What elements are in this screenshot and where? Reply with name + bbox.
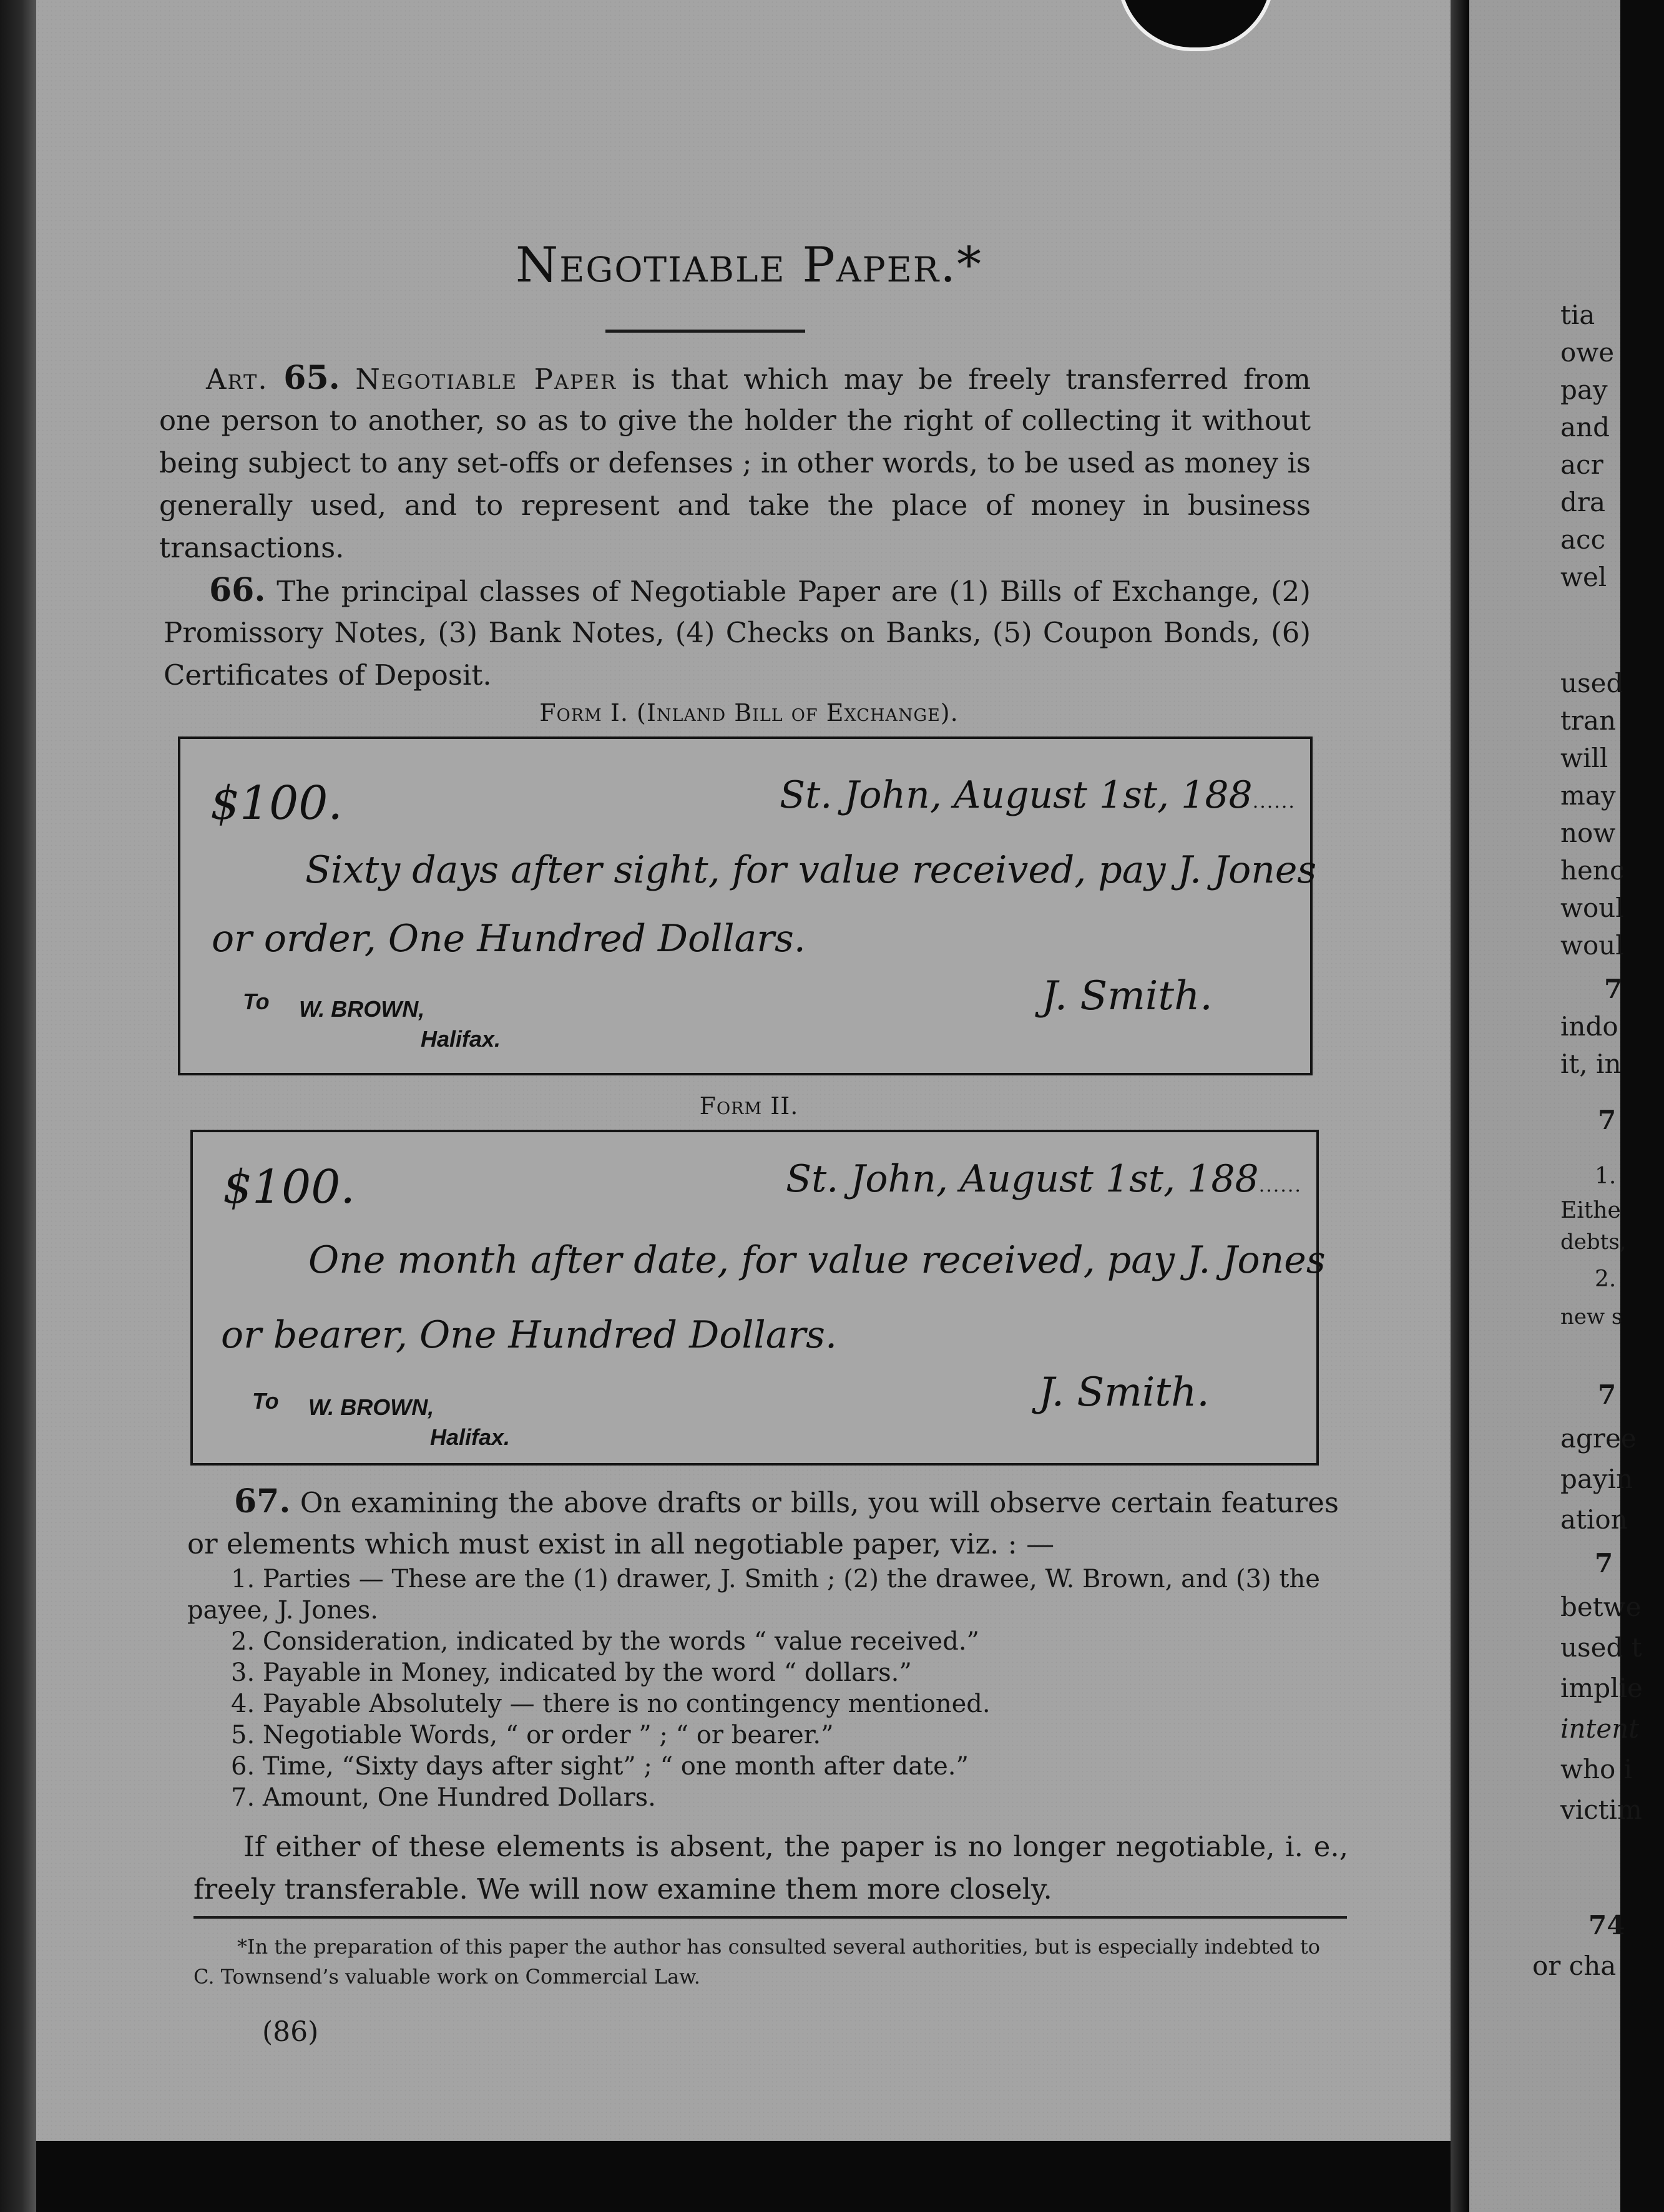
- right-fragment: indo: [1560, 1011, 1618, 1042]
- element-amount: 7. Amount, One Hundred Dollars.: [231, 1783, 656, 1812]
- right-fragment: who i: [1560, 1754, 1633, 1784]
- right-fragment: 7: [1598, 1379, 1617, 1410]
- right-fragment: 74: [1588, 1910, 1625, 1940]
- art65-line-2: one person to another, so as to give the holder the right of collecting it without: [159, 404, 1311, 437]
- element-consideration: 2. Consideration, indicated by the words “ value received.”: [231, 1627, 979, 1656]
- title-rule: [605, 330, 805, 333]
- page-title: Negotiable Paper.*: [515, 237, 982, 293]
- form2-line-2: or bearer, One Hundred Dollars.: [221, 1313, 838, 1357]
- right-fragment: 7: [1595, 1548, 1613, 1578]
- art65-line-5: transactions.: [159, 531, 345, 564]
- form1-place-date: St. John, August 1st, 188......: [780, 773, 1296, 817]
- form1-signature: J. Smith.: [1042, 973, 1213, 1019]
- right-fragment: 2.: [1595, 1266, 1617, 1292]
- element-payable-in-money: 3. Payable in Money, indicated by the word “ dollars.”: [231, 1658, 912, 1687]
- form1-line-2: or order, One Hundred Dollars.: [212, 917, 806, 961]
- art67-line-2: or elements which must exist in all negotiable paper, viz. : —: [187, 1527, 1055, 1560]
- art66-line-1: 66. The principal classes of Negotiable Paper are (1) Bills of Exchange, (2): [209, 571, 1311, 609]
- art67-line-1: 67. On examining the above drafts or bills, you will observe certain features: [234, 1482, 1339, 1520]
- right-fragment: implie: [1560, 1673, 1643, 1703]
- right-fragment: it, in: [1560, 1049, 1622, 1079]
- footnote-line-2: C. Townsend’s valuable work on Commercial Law.: [193, 1965, 700, 1989]
- right-fragment: debts,: [1560, 1230, 1627, 1255]
- right-fragment: used: [1560, 668, 1623, 698]
- right-fragment: 7: [1604, 974, 1623, 1004]
- right-fragment: intent: [1560, 1713, 1640, 1744]
- form2-amount: $100.: [223, 1160, 355, 1214]
- right-fragment: acr: [1560, 449, 1603, 480]
- art66-line-2: Promissory Notes, (3) Bank Notes, (4) Checks on Banks, (5) Coupon Bonds, (6): [164, 616, 1311, 649]
- right-fragment: used t: [1560, 1632, 1642, 1663]
- right-fragment: woul: [1560, 930, 1624, 961]
- form1-draft: [178, 737, 1317, 1075]
- footnote-line-1: *In the preparation of this paper the author has consulted several authorities, but is especially indebted to: [237, 1935, 1321, 1959]
- form2-draft: [190, 1130, 1326, 1466]
- form1-to-label: To: [243, 989, 270, 1014]
- right-fragment: or cha: [1532, 1950, 1617, 1981]
- art66-line-3: Certificates of Deposit.: [164, 658, 492, 692]
- form1-amount: $100.: [210, 776, 343, 830]
- right-fragment: ation: [1560, 1504, 1628, 1535]
- right-fragment: henc: [1560, 855, 1625, 886]
- right-fragment: tia: [1560, 300, 1595, 330]
- right-fragment: and: [1560, 412, 1610, 443]
- right-fragment: betwe: [1560, 1592, 1642, 1622]
- art67-closing-1: If either of these elements is absent, the paper is no longer negotiable, i. e.,: [243, 1830, 1348, 1863]
- right-fragment: new s: [1560, 1304, 1623, 1329]
- art65-line-1: Art. 65. Negotiable Paper is that which may be freely transferred from: [206, 359, 1311, 397]
- right-fragment: payin: [1560, 1464, 1633, 1494]
- page-number: (86): [262, 2016, 319, 2048]
- form1-city: Halifax.: [421, 1026, 501, 1052]
- right-fragment: will: [1560, 743, 1608, 773]
- art67-closing-2: freely transferable. We will now examine them more closely.: [193, 1872, 1052, 1906]
- form2-to-label: To: [252, 1388, 279, 1414]
- form2-line-1: One month after date, for value received, pay J. Jones: [308, 1238, 1326, 1282]
- form2-label: Form II.: [699, 1092, 799, 1120]
- footnote-rule: [193, 1916, 1347, 1919]
- right-fragment: pay: [1560, 374, 1608, 405]
- element-negotiable-words: 5. Negotiable Words, “ or order ” ; “ or bearer.”: [231, 1721, 834, 1750]
- form1-label: Form I. (Inland Bill of Exchange).: [539, 699, 959, 727]
- right-fragment: woul: [1560, 893, 1624, 923]
- right-fragment: owe: [1560, 337, 1615, 368]
- form2-drawee: W. BROWN,: [308, 1394, 434, 1420]
- element-payable-absolutely: 4. Payable Absolutely — there is no contingency mentioned.: [231, 1690, 991, 1718]
- element-time: 6. Time, “Sixty days after sight” ; “ one month after date.”: [231, 1752, 969, 1781]
- right-fragment: victim: [1560, 1794, 1642, 1825]
- element-parties: 1. Parties — These are the (1) drawer, J. Smith ; (2) the drawee, W. Brown, and (3) the: [231, 1565, 1320, 1593]
- art65-line-3: being subject to any set-offs or defenses ; in other words, to be used as money is: [159, 446, 1311, 479]
- form1-line-1: Sixty days after sight, for value received, pay J. Jones: [305, 848, 1317, 892]
- right-fragment: Eithe: [1560, 1198, 1621, 1223]
- art65-line-4: generally used, and to represent and take the place of money in business: [159, 489, 1311, 522]
- form2-city: Halifax.: [430, 1424, 511, 1450]
- gutter-shadow: [1451, 0, 1469, 2212]
- right-fragment: acc: [1560, 524, 1606, 555]
- right-fragment: 1.: [1595, 1163, 1617, 1189]
- element-parties-cont: payee, J. Jones.: [187, 1596, 378, 1625]
- footnote: [193, 1932, 1348, 1992]
- right-fragment: tran: [1560, 705, 1617, 736]
- form2-signature: J. Smith.: [1039, 1369, 1210, 1416]
- scan-bottom-border: [36, 2141, 1451, 2212]
- form2-place-date: St. John, August 1st, 188......: [786, 1157, 1302, 1201]
- right-fragment: 7: [1598, 1105, 1617, 1135]
- right-fragment: may: [1560, 780, 1616, 811]
- book-spine-edge: [0, 0, 36, 2212]
- right-fragment: dra: [1560, 487, 1606, 517]
- form1-drawee: W. BROWN,: [299, 996, 425, 1022]
- right-fragment: now: [1560, 818, 1616, 848]
- right-fragment: wel: [1560, 562, 1607, 592]
- right-fragment: agree: [1560, 1423, 1637, 1454]
